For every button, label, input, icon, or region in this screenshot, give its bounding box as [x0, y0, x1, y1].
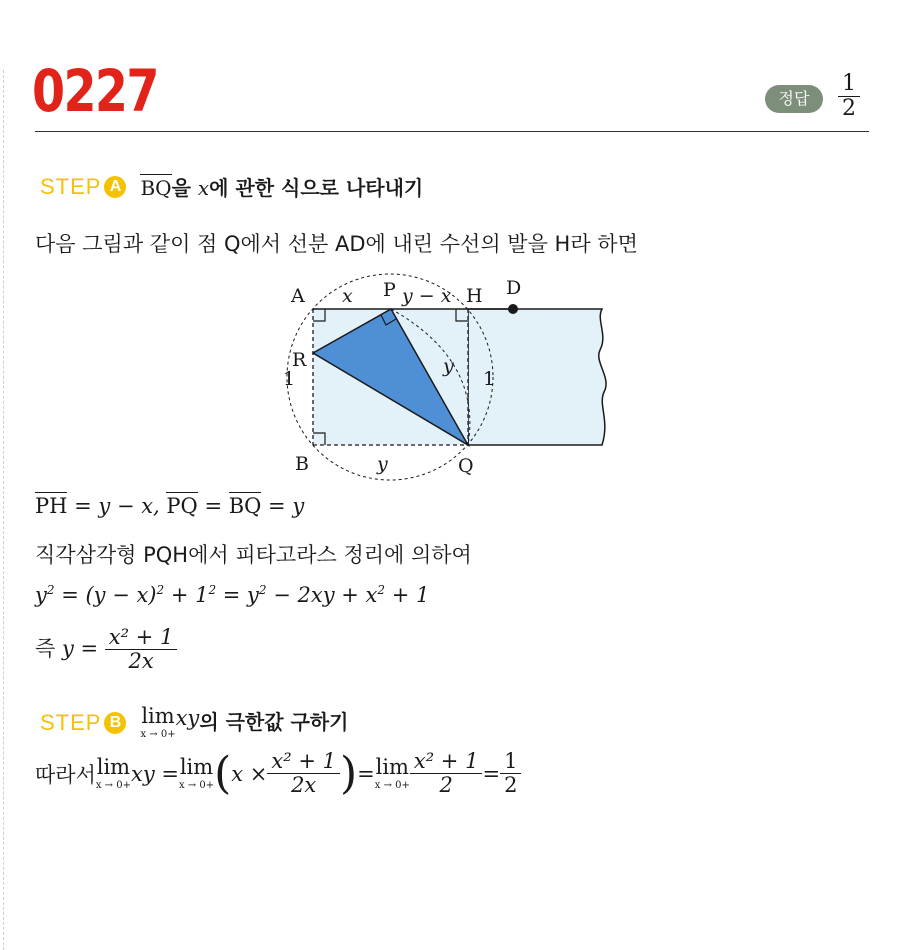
step-b-badge: B	[104, 712, 126, 734]
label-p: P	[383, 279, 396, 301]
segment-bq: BQ	[228, 494, 262, 518]
eq3-denominator: 2x	[128, 649, 154, 674]
page-edge-line	[3, 70, 4, 950]
step-a-title-text-2: 에 관한 식으로 나타내기	[209, 176, 424, 200]
step-a-title-text-1: 을	[171, 176, 198, 200]
eq3-fraction	[105, 626, 178, 673]
final-prefix: 따라서	[35, 762, 96, 787]
step-a-var: x	[197, 176, 210, 200]
label-b: B	[295, 453, 309, 475]
step-b-title-text: 의 극한값 구하기	[199, 710, 349, 734]
final-limit-1: lim x → 0+	[95, 754, 131, 791]
step-b-expr: xy	[175, 706, 200, 730]
step-a-title	[140, 172, 423, 201]
step-b-title	[140, 706, 348, 740]
step-a-word: STEP	[40, 173, 102, 199]
segment-ph: PH	[35, 494, 68, 518]
eq3-numerator: x² + 1	[105, 626, 178, 650]
label-x-top: x	[342, 285, 353, 307]
label-h: H	[466, 285, 483, 307]
eq3-lhs: y =	[61, 636, 105, 661]
final-equals-1: =	[357, 761, 375, 786]
final-limit-3: lim x → 0+	[374, 754, 410, 791]
step-a-segment: BQ	[140, 176, 172, 200]
problem-number: 0227	[32, 57, 158, 125]
label-d: D	[506, 277, 522, 299]
eq2-f: + 1	[385, 583, 430, 607]
eq3-prefix: 즉	[35, 636, 62, 661]
step-a-badge: A	[104, 176, 126, 198]
eq2-d: = y	[216, 583, 259, 607]
final-equals-2: =	[482, 761, 501, 786]
eq2-a: y	[35, 583, 47, 607]
header-divider	[35, 131, 869, 132]
final-inner-x: x ×	[231, 761, 268, 786]
eq1-equals: =	[197, 494, 229, 518]
eq1-rhs1: = y − x,	[67, 494, 167, 518]
geometry-figure	[270, 272, 630, 482]
label-r: R	[292, 349, 307, 371]
label-one-right: 1	[483, 368, 496, 390]
eq2-e: − 2xy + x	[266, 583, 378, 607]
answer-denominator: 2	[842, 96, 856, 122]
label-q: Q	[458, 455, 474, 477]
final-equation	[35, 747, 521, 799]
equation-segments	[35, 494, 304, 518]
label-y-minus-x: y − x	[402, 285, 452, 307]
sentence-pythagoras: 직각삼각형 PQH에서 피타고라스 정리에 의하여	[35, 543, 472, 567]
equation-pythagoras: $y^2 = (y - x)^2 + 1^2 = y^2 - 2xy + x^2 + 1$	[35, 583, 430, 607]
step-b-heading	[40, 706, 348, 740]
intro-text: 다음 그림과 같이 점 Q에서 선분 AD에 내린 수선의 발을 H라 하면	[35, 232, 638, 256]
final-fraction-2: $\frac{\text{x² + 1}}{2}$	[410, 750, 483, 797]
final-fraction-3: $\frac{1}{2}$	[500, 750, 521, 797]
right-paren: )	[339, 747, 358, 799]
step-a-heading	[40, 172, 423, 201]
answer-badge: 정답	[765, 85, 823, 113]
label-a: A	[291, 285, 305, 307]
equation-y	[35, 626, 177, 673]
final-fraction-1: $\frac{\text{x² + 1}}{2x}$	[267, 750, 340, 797]
answer-fraction	[838, 72, 860, 121]
point-d-dot	[508, 304, 518, 314]
eq2-b: = (y − x)	[54, 583, 157, 607]
label-y-bottom: y	[377, 453, 388, 475]
label-y-diag: y	[443, 355, 454, 377]
step-b-limit: lim x → 0+	[140, 704, 176, 740]
eq2-c: + 1	[164, 583, 209, 607]
final-limit-2: lim x → 0+	[178, 754, 215, 791]
final-expr1: xy =	[130, 761, 179, 786]
left-paren: (	[214, 747, 232, 799]
segment-pq: PQ	[166, 494, 198, 518]
label-one-left: 1	[283, 368, 296, 390]
eq1-rhs2: = y	[261, 494, 305, 518]
answer-numerator: 1	[838, 72, 860, 97]
step-b-word: STEP	[40, 710, 102, 735]
